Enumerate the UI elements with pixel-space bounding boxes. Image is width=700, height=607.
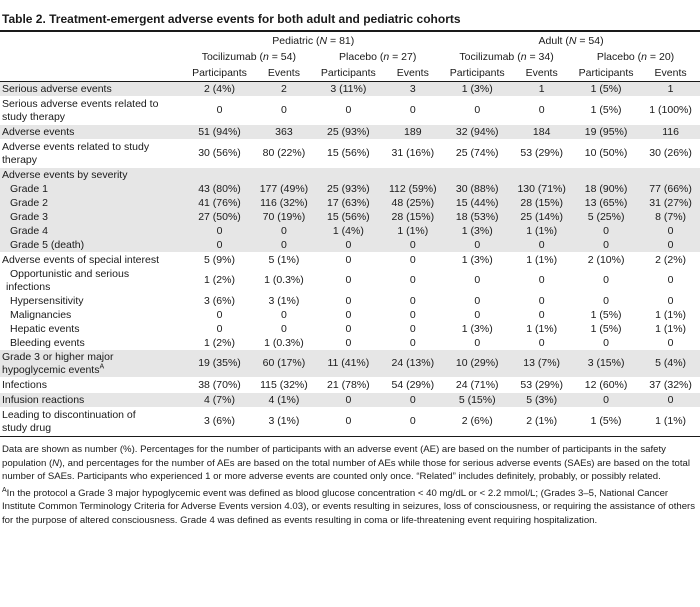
row-label bbox=[0, 196, 184, 210]
table-cell: 4 (1%) bbox=[255, 393, 314, 408]
table-row bbox=[0, 350, 700, 378]
table-cell: 0 bbox=[571, 238, 641, 253]
table-cell: 0 bbox=[345, 253, 352, 266]
table-cell: 1 (1%) bbox=[526, 322, 558, 335]
row-label-line: Grade 1 bbox=[10, 182, 48, 195]
table-cell: 30 (26%) bbox=[641, 140, 700, 168]
table-cell: 1 (1%) bbox=[383, 224, 442, 238]
footnote-main-var: N bbox=[52, 457, 60, 469]
table-cell: 0 bbox=[641, 393, 700, 408]
table-cell: 3 (6%) bbox=[184, 408, 254, 436]
table-cell: 1 (5%) bbox=[571, 82, 641, 97]
table-cell: 19 (95%) bbox=[571, 125, 641, 140]
table-cell: 1 (1%) bbox=[641, 408, 700, 436]
table-cell: 0 bbox=[474, 308, 481, 321]
table-cell: 70 (19%) bbox=[255, 210, 314, 224]
table-cell: 1 (1%) bbox=[655, 322, 687, 335]
row-label-line: Grade 4 bbox=[10, 224, 48, 237]
table-row bbox=[0, 294, 700, 308]
table-cell: 0 bbox=[281, 308, 287, 321]
table-cell: 0 bbox=[442, 238, 512, 253]
row-label-line: Grade 3 bbox=[10, 210, 48, 223]
table-cell: 28 (15%) bbox=[383, 210, 442, 224]
table-cell: 13 (7%) bbox=[512, 350, 571, 378]
row-label bbox=[0, 97, 184, 125]
row-label bbox=[0, 168, 184, 183]
table-cell: 1 (5%) bbox=[590, 322, 622, 335]
header-spacer bbox=[0, 50, 184, 65]
arm-label-n: n bbox=[520, 51, 527, 63]
footnote-marker: A bbox=[99, 363, 105, 370]
table-cell: 0 bbox=[383, 238, 442, 253]
table-cell: 25 (93%) bbox=[313, 182, 383, 196]
table-cell: 0 bbox=[409, 336, 416, 349]
table-cell: 0 bbox=[538, 294, 545, 307]
table-cell: 25 (93%) bbox=[313, 125, 383, 140]
table-cell: 189 bbox=[383, 125, 442, 140]
table-cell: 0 bbox=[281, 322, 287, 335]
table-cell: 112 (59%) bbox=[383, 182, 442, 196]
row-label-line: Leading to discontinuation of bbox=[2, 408, 136, 421]
arm-header bbox=[184, 50, 313, 65]
table-cell: 1 (1%) bbox=[526, 253, 558, 266]
table-cell: 3 bbox=[383, 82, 442, 97]
arm-label-post: = 54) bbox=[268, 51, 296, 63]
table-cell: 0 bbox=[641, 238, 700, 253]
table-cell: 3 (6%) bbox=[204, 294, 235, 307]
table-cell: 54 (29%) bbox=[383, 378, 442, 393]
arm-label-post: = 20) bbox=[647, 51, 675, 63]
table-row bbox=[0, 308, 700, 322]
table-row bbox=[0, 140, 700, 168]
table-cell: 0 bbox=[409, 253, 416, 266]
table-cell: 1 (1%) bbox=[512, 224, 571, 238]
arm-header bbox=[313, 50, 442, 65]
row-label bbox=[0, 336, 184, 350]
header-spacer bbox=[0, 65, 184, 82]
row-label-line: Grade 3 or higher major bbox=[2, 350, 114, 363]
table-cell: 0 bbox=[255, 97, 314, 125]
table-cell: 18 (53%) bbox=[442, 210, 512, 224]
footnote-main bbox=[2, 443, 698, 484]
table-cell: 2 bbox=[255, 82, 314, 97]
table-cell: 30 (56%) bbox=[184, 140, 254, 168]
column-header: Participants bbox=[313, 65, 383, 82]
table-cell: 15 (44%) bbox=[442, 196, 512, 210]
table-cell: 0 bbox=[345, 274, 352, 286]
table-cell: 41 (76%) bbox=[184, 196, 254, 210]
table-row bbox=[0, 182, 700, 196]
arm-label-n: n bbox=[262, 51, 269, 63]
cohort-pediatric-header bbox=[184, 32, 442, 50]
row-label bbox=[0, 294, 184, 308]
table-cell: 116 bbox=[641, 125, 700, 140]
row-label-line: Adverse events bbox=[2, 125, 75, 138]
table-cell: 53 (29%) bbox=[512, 378, 571, 393]
table-cell: 0 bbox=[667, 274, 674, 286]
table-cell: 5 (9%) bbox=[204, 253, 235, 266]
table-cell: 1 (2%) bbox=[204, 336, 235, 349]
table-cell: 24 (13%) bbox=[383, 350, 442, 378]
row-label bbox=[0, 308, 184, 322]
arm-label-pre: Tocilizumab ( bbox=[201, 51, 263, 63]
arm-label-pre: Placebo ( bbox=[596, 51, 642, 63]
table-row bbox=[0, 238, 700, 253]
table-cell: 0 bbox=[383, 408, 442, 436]
row-label-line: Opportunistic and serious bbox=[10, 267, 130, 280]
row-label bbox=[0, 378, 184, 393]
cohort-adult-n: N bbox=[568, 34, 577, 47]
footnote-main-b: ), and percentages for the number of AEs are based on the total number of AEs while those for serious adverse events (SAEs) are based on the total number of SAEs. Participants who experienced 1 or more adverse events are counted only once. “Related” includes definitely, probably, or possibly related. bbox=[2, 457, 690, 483]
table-cell: 0 bbox=[538, 308, 545, 321]
table-cell: 1 (0.3%) bbox=[264, 336, 304, 349]
row-label bbox=[0, 125, 184, 140]
column-header: Events bbox=[383, 65, 442, 82]
table-cell: 5 (3%) bbox=[512, 393, 571, 408]
footnote-a-text: In the protocol a Grade 3 major hypoglycemic event was defined as blood glucose concentration < 40 mg/dL or < 2.2 mmol/L; (Grades 3–5, National Cancer Institute Common Terminology Criteria for Adverse Events version 4.03), or events resulting in seizures, loss of consciousness, or requiring the assistance of others for the purpose of altered consciousness. Grade 4 was defined as events resulting in coma or life-threatening event requiring hospitalization. bbox=[2, 487, 696, 526]
table-cell: 5 (25%) bbox=[571, 210, 641, 224]
arm-header bbox=[442, 50, 571, 65]
row-label bbox=[0, 224, 184, 238]
arm-label-n: n bbox=[641, 51, 648, 63]
table-cell: 3 (15%) bbox=[571, 350, 641, 378]
table-cell: 1 bbox=[512, 82, 571, 97]
table-cell: 2 (10%) bbox=[587, 253, 625, 266]
table-cell: 0 bbox=[313, 97, 383, 125]
table-cell: 4 (7%) bbox=[184, 393, 254, 408]
table-cell: 3 (1%) bbox=[255, 408, 314, 436]
row-label-line: Hypersensitivity bbox=[10, 294, 84, 307]
row-label-line: study therapy bbox=[2, 110, 66, 123]
table-cell: 0 bbox=[667, 294, 674, 307]
table-cell: 48 (25%) bbox=[383, 196, 442, 210]
table-cell: 0 bbox=[603, 274, 610, 286]
table-row bbox=[0, 336, 700, 350]
table-cell: 1 (3%) bbox=[442, 224, 512, 238]
column-header: Participants bbox=[442, 65, 512, 82]
table-cell: 1 (3%) bbox=[461, 253, 493, 266]
row-label-line: infections bbox=[6, 280, 51, 293]
table-cell: 2 (2%) bbox=[655, 253, 687, 266]
table-cell: 24 (71%) bbox=[442, 378, 512, 393]
column-header: Events bbox=[512, 65, 571, 82]
table-cell: 0 bbox=[345, 322, 352, 335]
arm-label-pre: Placebo ( bbox=[339, 51, 384, 63]
row-label-line: Infusion reactions bbox=[2, 393, 85, 406]
table-cell: 51 (94%) bbox=[184, 125, 254, 140]
table-cell: 115 (32%) bbox=[255, 378, 314, 393]
table-cell: 3 (11%) bbox=[313, 82, 383, 97]
table-cell: 2 (4%) bbox=[184, 82, 254, 97]
table-cell: 0 bbox=[409, 294, 416, 307]
table-row bbox=[0, 393, 700, 408]
row-label bbox=[0, 322, 184, 336]
table-cell: 18 (90%) bbox=[571, 182, 641, 196]
table-cell: 0 bbox=[538, 336, 545, 349]
table-footnotes bbox=[0, 437, 700, 528]
row-label bbox=[0, 82, 184, 97]
table-cell: 2 (6%) bbox=[442, 408, 512, 436]
table-cell: 1 (5%) bbox=[590, 308, 622, 321]
table-cell: 25 (74%) bbox=[442, 140, 512, 168]
table-cell: 184 bbox=[512, 125, 571, 140]
table-cell: 177 (49%) bbox=[255, 182, 314, 196]
table-cell: 12 (60%) bbox=[571, 378, 641, 393]
table-row bbox=[0, 267, 700, 294]
table-row bbox=[0, 224, 700, 238]
row-label-line: Adverse events by severity bbox=[2, 168, 128, 181]
table-cell: 0 bbox=[216, 322, 223, 335]
table-cell: 3 (1%) bbox=[268, 294, 300, 307]
table-row bbox=[0, 125, 700, 140]
table-cell: 2 (1%) bbox=[512, 408, 571, 436]
table-cell: 116 (32%) bbox=[255, 196, 314, 210]
table-cell: 28 (15%) bbox=[512, 196, 571, 210]
row-label bbox=[0, 210, 184, 224]
row-label bbox=[0, 140, 184, 168]
table-cell: 38 (70%) bbox=[184, 378, 254, 393]
table-cell: 1 (5%) bbox=[571, 408, 641, 436]
table-cell: 0 bbox=[571, 393, 641, 408]
table-cell: 0 bbox=[184, 224, 254, 238]
footnote-a bbox=[2, 487, 698, 528]
table-cell: 0 bbox=[603, 294, 610, 307]
table-cell: 15 (56%) bbox=[313, 210, 383, 224]
table-cell: 1 (0.3%) bbox=[264, 274, 304, 286]
table-cell: 37 (32%) bbox=[641, 378, 700, 393]
cohort-adult-pre: Adult ( bbox=[538, 34, 569, 47]
row-label bbox=[0, 238, 184, 253]
row-label-line: Grade 2 bbox=[10, 196, 48, 209]
row-label bbox=[0, 253, 184, 268]
table-row bbox=[0, 378, 700, 393]
table-cell: 0 bbox=[313, 238, 383, 253]
table-cell: 11 (41%) bbox=[313, 350, 383, 378]
column-header: Participants bbox=[184, 65, 254, 82]
table-cell: 1 (2%) bbox=[204, 274, 235, 286]
table-cell: 1 (3%) bbox=[461, 322, 493, 335]
cohort-pediatric-pre: Pediatric ( bbox=[272, 34, 320, 47]
table-cell: 0 bbox=[184, 97, 254, 125]
row-label-line: Bleeding events bbox=[10, 336, 85, 349]
table-cell: 1 (4%) bbox=[313, 224, 383, 238]
table-row bbox=[0, 210, 700, 224]
table-row bbox=[0, 97, 700, 125]
row-label-line: Hepatic events bbox=[10, 322, 80, 335]
table-cell: 1 bbox=[641, 82, 700, 97]
table-cell: 0 bbox=[255, 238, 314, 253]
table-cell: 0 bbox=[571, 224, 641, 238]
table-cell: 0 bbox=[512, 97, 571, 125]
table-cell: 0 bbox=[641, 224, 700, 238]
table-cell: 0 bbox=[255, 224, 314, 238]
table-cell: 25 (14%) bbox=[512, 210, 571, 224]
table-cell: 43 (80%) bbox=[184, 182, 254, 196]
table-cell: 0 bbox=[474, 336, 481, 349]
table-cell: 0 bbox=[345, 308, 352, 321]
table-cell: 53 (29%) bbox=[512, 140, 571, 168]
table-cell: 19 (35%) bbox=[184, 350, 254, 378]
table-cell: 31 (27%) bbox=[641, 196, 700, 210]
table-cell: 21 (78%) bbox=[313, 378, 383, 393]
table-cell: 5 (1%) bbox=[268, 253, 300, 266]
table-cell: 77 (66%) bbox=[641, 182, 700, 196]
table-cell: 27 (50%) bbox=[184, 210, 254, 224]
row-label-line: Grade 5 (death) bbox=[10, 238, 85, 251]
footnote-a-marker: A bbox=[2, 486, 7, 494]
table-cell: 0 bbox=[474, 294, 481, 307]
table-cell: 30 (88%) bbox=[442, 182, 512, 196]
column-header: Events bbox=[641, 65, 700, 82]
table-cell-empty bbox=[184, 168, 700, 183]
row-label bbox=[0, 393, 184, 408]
row-label-line: Malignancies bbox=[10, 308, 72, 321]
table-body bbox=[0, 82, 700, 436]
table-header bbox=[0, 32, 700, 82]
cohort-pediatric-n: N bbox=[319, 34, 328, 47]
table-cell: 363 bbox=[255, 125, 314, 140]
row-label-line: Adverse events of special interest bbox=[2, 253, 159, 266]
table-cell: 80 (22%) bbox=[255, 140, 314, 168]
arm-label-post: = 34) bbox=[526, 51, 554, 63]
cohort-pediatric-post: = 81) bbox=[327, 34, 355, 47]
row-label-line: Adverse events related to study bbox=[2, 140, 150, 153]
table-cell: 1 (3%) bbox=[442, 82, 512, 97]
row-label-line: study drug bbox=[2, 421, 52, 434]
row-label-line: hypoglycemic events bbox=[2, 363, 100, 376]
table-cell: 0 bbox=[538, 274, 545, 286]
table-cell: 5 (4%) bbox=[641, 350, 700, 378]
table-cell: 0 bbox=[313, 408, 383, 436]
table-cell: 5 (15%) bbox=[442, 393, 512, 408]
row-label bbox=[0, 182, 184, 196]
table-cell: 0 bbox=[345, 294, 352, 307]
table-cell: 0 bbox=[442, 97, 512, 125]
table-cell: 0 bbox=[383, 97, 442, 125]
table-cell: 60 (17%) bbox=[255, 350, 314, 378]
table-cell: 0 bbox=[345, 336, 352, 349]
table-row bbox=[0, 408, 700, 436]
table-row bbox=[0, 196, 700, 210]
adverse-events-table bbox=[0, 32, 700, 436]
table-cell: 0 bbox=[512, 238, 571, 253]
header-spacer bbox=[0, 32, 184, 50]
table-cell: 17 (63%) bbox=[313, 196, 383, 210]
table-cell: 1 (1%) bbox=[655, 308, 687, 321]
table-cell: 1 (5%) bbox=[571, 97, 641, 125]
table-cell: 0 bbox=[313, 393, 383, 408]
table-cell: 0 bbox=[603, 336, 610, 349]
table-row bbox=[0, 82, 700, 97]
table-row bbox=[0, 322, 700, 336]
cohort-adult-post: = 54) bbox=[576, 34, 604, 47]
column-header: Events bbox=[255, 65, 314, 82]
arm-label-n: n bbox=[383, 51, 390, 63]
table-cell: 0 bbox=[383, 393, 442, 408]
table-cell: 0 bbox=[216, 308, 223, 321]
row-label-line: Infections bbox=[2, 378, 47, 391]
table-row bbox=[0, 168, 700, 183]
row-label bbox=[0, 267, 184, 294]
table-cell: 32 (94%) bbox=[442, 125, 512, 140]
cohort-adult-header bbox=[442, 32, 700, 50]
table-cell: 31 (16%) bbox=[383, 140, 442, 168]
table-cell: 0 bbox=[474, 274, 481, 286]
table-cell: 8 (7%) bbox=[641, 210, 700, 224]
table-cell: 10 (50%) bbox=[571, 140, 641, 168]
table-cell: 15 (56%) bbox=[313, 140, 383, 168]
table-cell: 0 bbox=[409, 274, 416, 286]
table-row bbox=[0, 253, 700, 268]
row-label-line: therapy bbox=[2, 153, 38, 166]
table-cell: 13 (65%) bbox=[571, 196, 641, 210]
table-cell: 0 bbox=[409, 322, 416, 335]
row-label-line: Serious adverse events bbox=[2, 82, 112, 95]
table-title: Table 2. Treatment-emergent adverse events for both adult and pediatric cohorts bbox=[2, 12, 461, 26]
table-cell: 0 bbox=[667, 336, 674, 349]
row-label bbox=[0, 408, 184, 436]
footnote-main-a: Data are shown as number (%). Percentages for the number of participants with an adverse event (AE) are based on the number of participants in the safety population ( bbox=[2, 444, 666, 469]
row-label bbox=[0, 350, 184, 378]
arm-label-pre: Tocilizumab ( bbox=[459, 51, 521, 63]
arm-header bbox=[571, 50, 700, 65]
table-cell: 10 (29%) bbox=[442, 350, 512, 378]
row-label-line: Serious adverse events related to bbox=[2, 97, 159, 110]
table-cell: 0 bbox=[184, 238, 254, 253]
table-cell: 0 bbox=[409, 308, 416, 321]
table-cell: 1 (100%) bbox=[641, 97, 700, 125]
table-cell: 130 (71%) bbox=[512, 182, 571, 196]
column-header: Participants bbox=[571, 65, 641, 82]
arm-label-post: = 27) bbox=[389, 51, 417, 63]
